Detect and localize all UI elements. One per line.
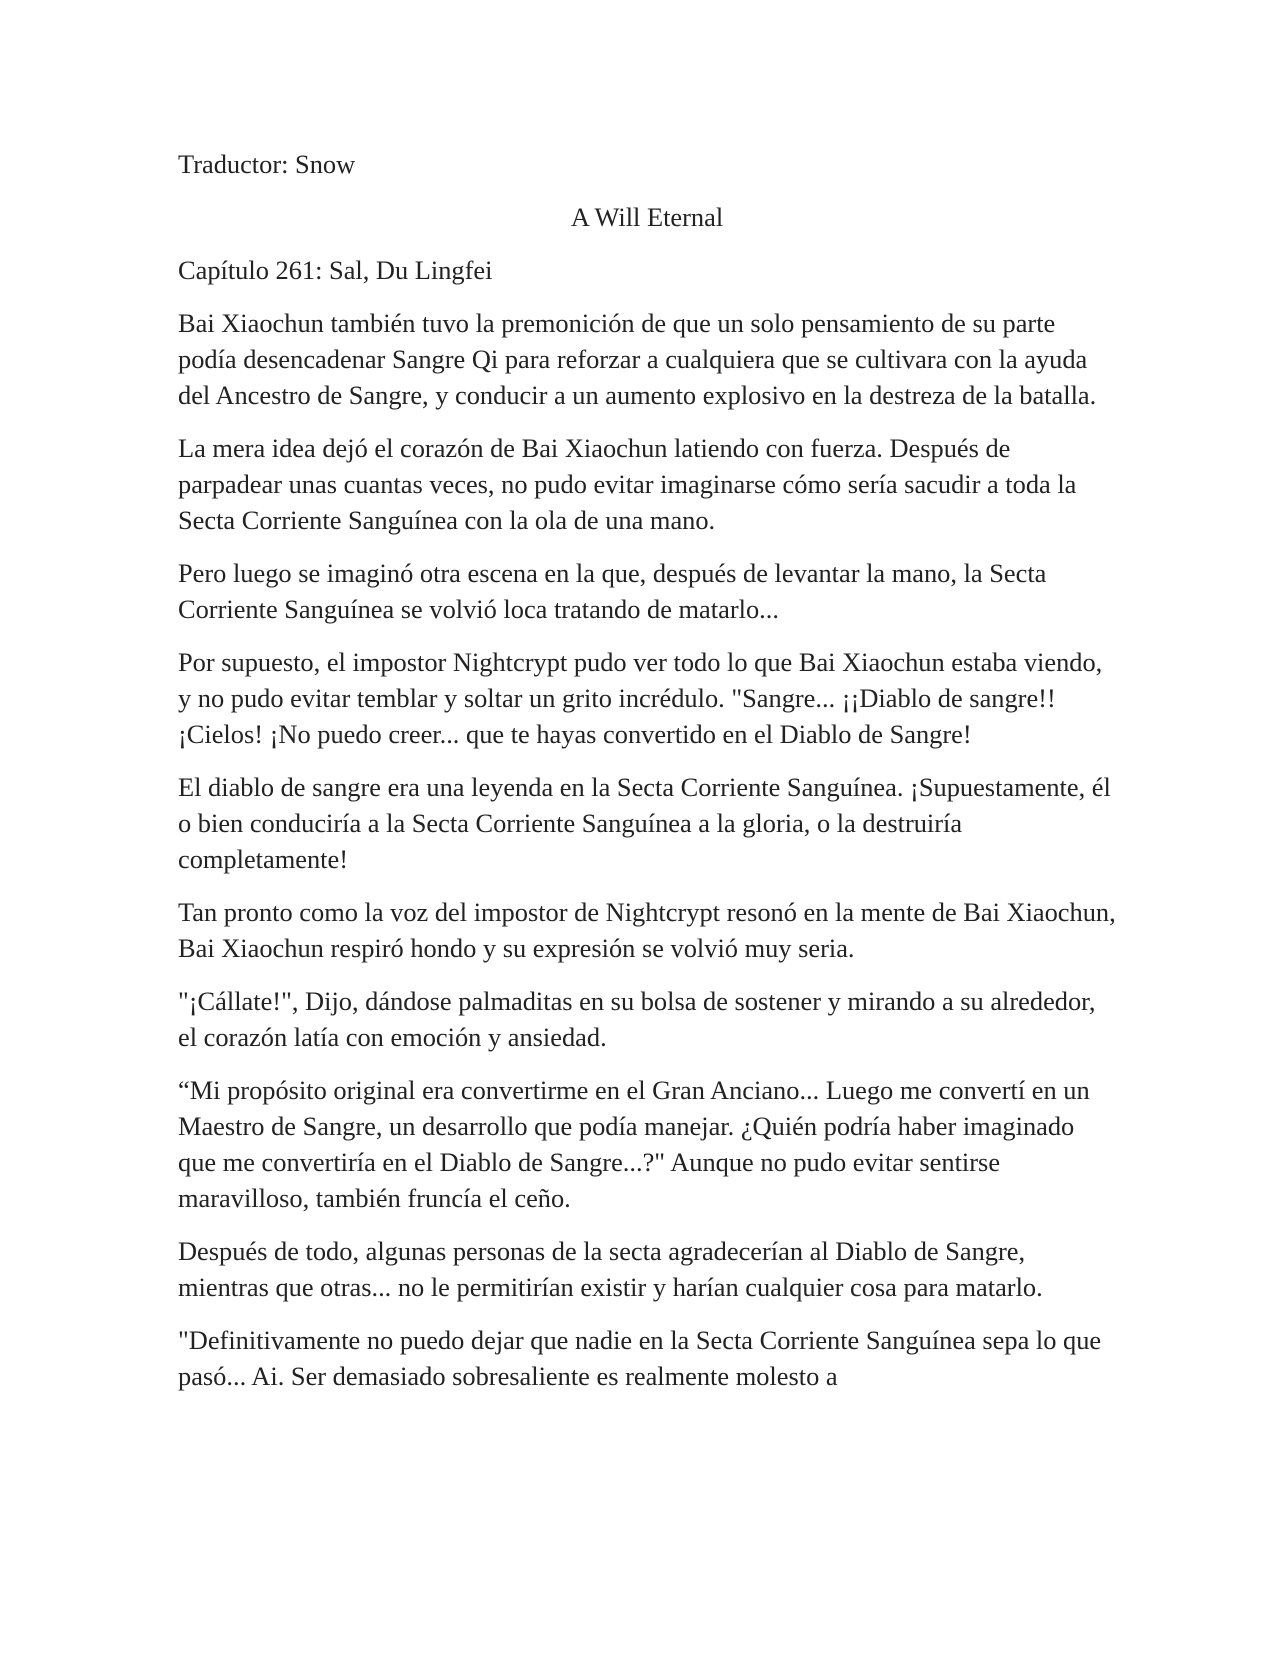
translator-credit: Traductor: Snow [178,149,356,179]
book-title: A Will Eternal [570,202,724,232]
chapter-title: Capítulo 261: Sal, Du Lingfei [178,255,493,285]
paragraph: Por supuesto, el impostor Nightcrypt pudo ver todo lo que Bai Xiaochun estaba viendo, y no pudo evitar temblar y soltar un grito incrédulo. "Sangre... ¡¡Diablo de sangre!! ¡Cielos! ¡No puedo creer... que te hayas convertido en el Diablo de Sangre! [178,647,1103,749]
paragraph: Pero luego se imaginó otra escena en la que, después de levantar la mano, la Secta Corriente Sanguínea se volvió loca tratando de matarlo... [178,558,1047,624]
paragraph: Después de todo, algunas personas de la secta agradecerían al Diablo de Sangre, mientras que otras... no le permitirían existir y harían cualquier cosa para matarlo. [178,1236,1043,1302]
paragraph: “Mi propósito original era convertirme en el Gran Anciano... Luego me convertí en un Maestro de Sangre, un desarrollo que podía manejar. ¿Quién podría haber imaginado que me convertiría en el Diablo de Sangre...?" Aunque no pudo evitar sentirse maravilloso, también fruncía el ceño. [178,1075,1090,1213]
paragraph: La mera idea dejó el corazón de Bai Xiaochun latiendo con fuerza. Después de parpadear unas cuantas veces, no pudo evitar imaginarse cómo sería sacudir a toda la Secta Corriente Sanguínea con la ola de una mano. [178,433,1077,535]
paragraph: Tan pronto como la voz del impostor de Nightcrypt resonó en la mente de Bai Xiaochun, Bai Xiaochun respiró hondo y su expresión se volvió muy seria. [178,897,1116,963]
paragraph: "¡Cállate!", Dijo, dándose palmaditas en su bolsa de sostener y mirando a su alrededor, el corazón latía con emoción y ansiedad. [178,986,1096,1052]
paragraph: Bai Xiaochun también tuvo la premonición de que un solo pensamiento de su parte podía desencadenar Sangre Qi para reforzar a cualquiera que se cultivara con la ayuda del Ancestro de Sangre, y conducir a un aumento explosivo en la destreza de la batalla. [178,308,1097,410]
document-body [178,146,1116,1411]
paragraph: El diablo de sangre era una leyenda en la Secta Corriente Sanguínea. ¡Supuestamente, él o bien conduciría a la Secta Corriente Sanguínea a la gloria, o la destruiría completamente! [178,772,1111,874]
paragraph: "Definitivamente no puedo dejar que nadie en la Secta Corriente Sanguínea sepa lo que pasó... Ai. Ser demasiado sobresaliente es realmente molesto a [178,1325,1102,1391]
